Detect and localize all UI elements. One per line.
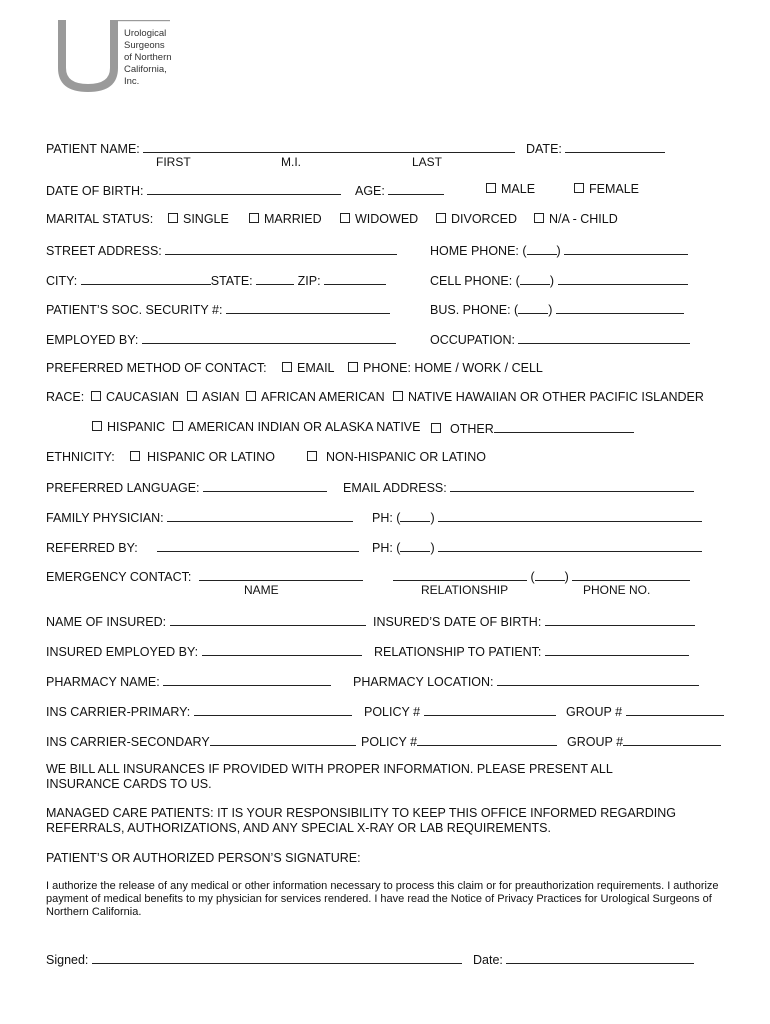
marital-status-label: MARITAL STATUS: xyxy=(46,212,154,226)
bus-phone-row xyxy=(430,301,684,318)
ssn-row xyxy=(46,301,390,318)
ins-primary-field[interactable] xyxy=(194,703,352,716)
ethnicity-label: ETHNICITY: xyxy=(46,450,115,464)
ssn-label: PATIENT’S SOC. SECURITY #: xyxy=(46,303,223,317)
family-physician-area-field[interactable] xyxy=(400,509,430,522)
group-primary-row xyxy=(566,703,724,720)
non-hispanic-latino-option[interactable] xyxy=(307,450,486,465)
referred-by-label: REFERRED BY: xyxy=(46,541,138,555)
date-field[interactable] xyxy=(565,140,665,153)
single-label: SINGLE xyxy=(183,212,229,226)
emergency-contact-area-field[interactable] xyxy=(535,568,565,581)
family-physician-phone-field[interactable] xyxy=(438,509,702,522)
policy-primary-field[interactable] xyxy=(424,703,556,716)
family-physician-field[interactable] xyxy=(167,509,353,522)
hispanic-latino-option[interactable] xyxy=(130,450,275,465)
home-phone-area-field[interactable] xyxy=(527,242,557,255)
african-american-checkbox[interactable] xyxy=(246,391,256,401)
group-primary-label: GROUP # xyxy=(566,705,623,719)
policy-secondary-row xyxy=(361,733,557,750)
emergency-contact-relationship-field[interactable] xyxy=(393,568,527,581)
emergency-contact-name-field[interactable] xyxy=(199,568,363,581)
referred-by-paren: ) xyxy=(430,541,435,555)
group-primary-field[interactable] xyxy=(626,703,724,716)
group-secondary-field[interactable] xyxy=(623,733,721,746)
family-physician-row xyxy=(46,509,353,526)
group-secondary-row xyxy=(567,733,721,750)
city-field[interactable] xyxy=(81,272,211,285)
male-checkbox[interactable] xyxy=(486,183,496,193)
occupation-row xyxy=(430,331,690,348)
date-bottom-label: Date: xyxy=(473,953,503,967)
pharmacy-location-row xyxy=(353,673,699,690)
date-row xyxy=(526,140,665,157)
patient-name-label: PATIENT NAME: xyxy=(46,142,140,156)
practice-name xyxy=(124,28,184,88)
insured-dob-row xyxy=(373,613,695,630)
policy-secondary-label: POLICY # xyxy=(361,735,418,749)
insured-employed-by-row xyxy=(46,643,362,660)
relationship-to-patient-field[interactable] xyxy=(545,643,689,656)
referred-by-phone-row xyxy=(372,539,702,556)
single-option[interactable] xyxy=(168,212,229,227)
family-physician-ph-label: PH: ( xyxy=(372,511,401,525)
phone-contact-label: PHONE: HOME / WORK / CELL xyxy=(363,361,543,375)
date-label: DATE: xyxy=(526,142,562,156)
pharmacy-name-field[interactable] xyxy=(163,673,331,686)
age-row xyxy=(355,182,444,199)
policy-secondary-field[interactable] xyxy=(417,733,557,746)
hispanic-race-option[interactable] xyxy=(92,420,165,435)
emergency-contact-row xyxy=(46,568,363,585)
name-of-insured-field[interactable] xyxy=(170,613,366,626)
insured-employed-by-label: INSURED EMPLOYED BY: xyxy=(46,645,199,659)
name-caption: NAME xyxy=(244,583,279,597)
emergency-contact-label: EMERGENCY CONTACT: xyxy=(46,570,192,584)
cell-phone-field[interactable] xyxy=(558,272,688,285)
african-american-label: AFRICAN AMERICAN xyxy=(261,390,385,404)
zip-field[interactable] xyxy=(324,272,386,285)
date-bottom-field[interactable] xyxy=(506,951,694,964)
hispanic-latino-checkbox[interactable] xyxy=(130,451,140,461)
dob-field[interactable] xyxy=(147,182,341,195)
occupation-label: OCCUPATION: xyxy=(430,333,515,347)
preferred-contact-label: PREFERRED METHOD OF CONTACT: xyxy=(46,361,267,375)
signed-label: Signed: xyxy=(46,953,89,967)
widowed-option[interactable] xyxy=(340,212,418,227)
non-hispanic-latino-checkbox[interactable] xyxy=(307,451,317,461)
american-indian-checkbox[interactable] xyxy=(173,421,183,431)
home-phone-row xyxy=(430,242,688,259)
married-checkbox[interactable] xyxy=(249,213,259,223)
ins-primary-row xyxy=(46,703,352,720)
native-hawaiian-option[interactable] xyxy=(393,390,704,405)
ins-primary-label: INS CARRIER-PRIMARY: xyxy=(46,705,191,719)
married-option[interactable] xyxy=(249,212,322,227)
female-checkbox[interactable] xyxy=(574,183,584,193)
relationship-to-patient-row xyxy=(374,643,689,660)
insured-dob-field[interactable] xyxy=(545,613,695,626)
caucasian-option[interactable] xyxy=(91,390,179,405)
occupation-field[interactable] xyxy=(518,331,690,344)
billing-notice: WE BILL ALL INSURANCES IF PROVIDED WITH PROPER INFORMATION. PLEASE PRESENT ALL INSURANCE CARDS TO US. xyxy=(46,762,613,791)
age-field[interactable] xyxy=(388,182,444,195)
city-row xyxy=(46,272,386,289)
age-label: AGE: xyxy=(355,184,385,198)
cell-phone-row xyxy=(430,272,688,289)
city-label: CITY: xyxy=(46,274,78,288)
street-address-row xyxy=(46,242,397,259)
asian-option[interactable] xyxy=(187,390,240,405)
emergency-paren-close: ) xyxy=(564,570,569,584)
phone-contact-checkbox[interactable] xyxy=(348,362,358,372)
phone-no-caption: PHONE NO. xyxy=(583,583,651,597)
preferred-language-field[interactable] xyxy=(203,479,327,492)
family-physician-paren: ) xyxy=(430,511,435,525)
bus-phone-label: BUS. PHONE: ( xyxy=(430,303,519,317)
employed-by-field[interactable] xyxy=(142,331,396,344)
preferred-language-row xyxy=(46,479,327,496)
home-phone-paren: ) xyxy=(556,244,561,258)
relationship-caption: RELATIONSHIP xyxy=(421,583,509,597)
native-hawaiian-label: NATIVE HAWAIIAN OR OTHER PACIFIC ISLANDER xyxy=(408,390,704,404)
pharmacy-location-field[interactable] xyxy=(497,673,699,686)
pharmacy-name-row xyxy=(46,673,331,690)
logo-line-3: of Northern xyxy=(124,52,172,63)
other-race-checkbox[interactable] xyxy=(431,423,441,433)
email-address-field[interactable] xyxy=(450,479,694,492)
widowed-checkbox[interactable] xyxy=(340,213,350,223)
family-physician-label: FAMILY PHYSICIAN: xyxy=(46,511,164,525)
dob-row xyxy=(46,182,341,199)
bus-phone-area-field[interactable] xyxy=(518,301,548,314)
home-phone-label: HOME PHONE: ( xyxy=(430,244,527,258)
divorced-checkbox[interactable] xyxy=(436,213,446,223)
insured-employed-by-field[interactable] xyxy=(202,643,362,656)
employed-by-label: EMPLOYED BY: xyxy=(46,333,139,347)
logo-line-5: Inc. xyxy=(124,76,140,87)
last-caption: LAST xyxy=(412,155,443,169)
name-of-insured-label: NAME OF INSURED: xyxy=(46,615,167,629)
divorced-label: DIVORCED xyxy=(451,212,517,226)
race-label: RACE: xyxy=(46,390,85,404)
non-hispanic-latino-label: NON-HISPANIC OR LATINO xyxy=(326,450,486,464)
preferred-language-label: PREFERRED LANGUAGE: xyxy=(46,481,200,495)
authorization-text: I authorize the release of any medical or other information necessary to process this claim or for preauthorization requirements. I authorize payment of medical benefits to my physician for services rendered. I have read the Notice of Privacy Practices for Urological Surgeons of Northern California. xyxy=(46,880,719,918)
other-race-label: OTHER xyxy=(450,422,494,436)
email-contact-checkbox[interactable] xyxy=(282,362,292,372)
referred-by-phone-field[interactable] xyxy=(438,539,702,552)
signature-field[interactable] xyxy=(92,951,462,964)
relationship-to-patient-label: RELATIONSHIP TO PATIENT: xyxy=(374,645,542,659)
street-address-field[interactable] xyxy=(165,242,397,255)
email-contact-option[interactable] xyxy=(282,361,335,376)
bus-phone-paren: ) xyxy=(548,303,553,317)
email-address-row xyxy=(343,479,694,496)
female-label: FEMALE xyxy=(589,182,640,196)
first-caption: FIRST xyxy=(156,155,191,169)
home-phone-field[interactable] xyxy=(564,242,688,255)
married-label: MARRIED xyxy=(264,212,322,226)
american-indian-option[interactable] xyxy=(173,420,420,435)
group-secondary-label: GROUP # xyxy=(567,735,624,749)
email-address-label: EMAIL ADDRESS: xyxy=(343,481,447,495)
managed-care-notice: MANAGED CARE PATIENTS: IT IS YOUR RESPONSIBILITY TO KEEP THIS OFFICE INFORMED REGARDING REFERRALS, AUTHORIZATIONS, AND ANY SPECIAL X-RAY OR LAB REQUIREMENTS. xyxy=(46,806,676,835)
asian-checkbox[interactable] xyxy=(187,391,197,401)
cell-phone-paren: ) xyxy=(549,274,555,288)
street-address-label: STREET ADDRESS: xyxy=(46,244,162,258)
name-of-insured-row xyxy=(46,613,366,630)
na-child-checkbox[interactable] xyxy=(534,213,544,223)
cell-phone-label: CELL PHONE: ( xyxy=(430,274,520,288)
ins-secondary-field[interactable] xyxy=(210,733,356,746)
mi-caption: M.I. xyxy=(281,155,301,169)
dob-label: DATE OF BIRTH: xyxy=(46,184,144,198)
ssn-field[interactable] xyxy=(226,301,390,314)
referred-by-ph-label: PH: ( xyxy=(372,541,401,555)
pharmacy-name-label: PHARMACY NAME: xyxy=(46,675,160,689)
na-child-label: N/A - CHILD xyxy=(549,212,618,226)
caucasian-checkbox[interactable] xyxy=(91,391,101,401)
insured-dob-label: INSURED’S DATE OF BIRTH: xyxy=(373,615,542,629)
male-label: MALE xyxy=(501,182,536,196)
bus-phone-field[interactable] xyxy=(556,301,684,314)
signed-row xyxy=(46,951,462,968)
emergency-paren-open: ( xyxy=(530,570,535,584)
divorced-option[interactable] xyxy=(436,212,517,227)
family-physician-phone-row xyxy=(372,509,702,526)
ins-secondary-label: INS CARRIER-SECONDARY xyxy=(46,735,210,749)
logo-line-4: California, xyxy=(124,64,167,75)
referred-by-field[interactable] xyxy=(157,539,359,552)
phone-contact-option[interactable] xyxy=(348,361,543,376)
native-hawaiian-checkbox[interactable] xyxy=(393,391,403,401)
ins-secondary-row xyxy=(46,733,356,750)
na-child-option[interactable] xyxy=(534,212,618,227)
african-american-option[interactable] xyxy=(246,390,385,405)
logo-line-1: Urological xyxy=(124,28,167,39)
state-field[interactable] xyxy=(256,272,294,285)
policy-primary-row xyxy=(364,703,556,720)
hispanic-latino-label: HISPANIC OR LATINO xyxy=(147,450,276,464)
caucasian-label: CAUCASIAN xyxy=(106,390,179,404)
hispanic-race-checkbox[interactable] xyxy=(92,421,102,431)
other-race-field[interactable] xyxy=(494,420,634,433)
female-option[interactable] xyxy=(574,182,639,197)
employed-by-row xyxy=(46,331,396,348)
state-label: STATE: xyxy=(210,274,253,288)
cell-phone-area-field[interactable] xyxy=(520,272,550,285)
date-bottom-row xyxy=(473,951,694,968)
pharmacy-location-label: PHARMACY LOCATION: xyxy=(353,675,494,689)
single-checkbox[interactable] xyxy=(168,213,178,223)
asian-label: ASIAN xyxy=(202,390,240,404)
logo-line-2: Surgeons xyxy=(124,40,165,51)
widowed-label: WIDOWED xyxy=(355,212,419,226)
policy-primary-label: POLICY # xyxy=(364,705,421,719)
male-option[interactable] xyxy=(486,182,535,197)
referred-by-row xyxy=(46,539,359,556)
email-contact-label: EMAIL xyxy=(297,361,335,375)
american-indian-label: AMERICAN INDIAN OR ALASKA NATIVE xyxy=(188,420,421,434)
hispanic-race-label: HISPANIC xyxy=(107,420,166,434)
other-race-option[interactable] xyxy=(431,420,634,437)
patient-name-field[interactable] xyxy=(143,140,515,153)
emergency-contact-phone-field[interactable] xyxy=(572,568,690,581)
zip-label: ZIP: xyxy=(297,274,321,288)
signature-label: PATIENT’S OR AUTHORIZED PERSON’S SIGNATURE: xyxy=(46,851,361,865)
referred-by-area-field[interactable] xyxy=(400,539,430,552)
